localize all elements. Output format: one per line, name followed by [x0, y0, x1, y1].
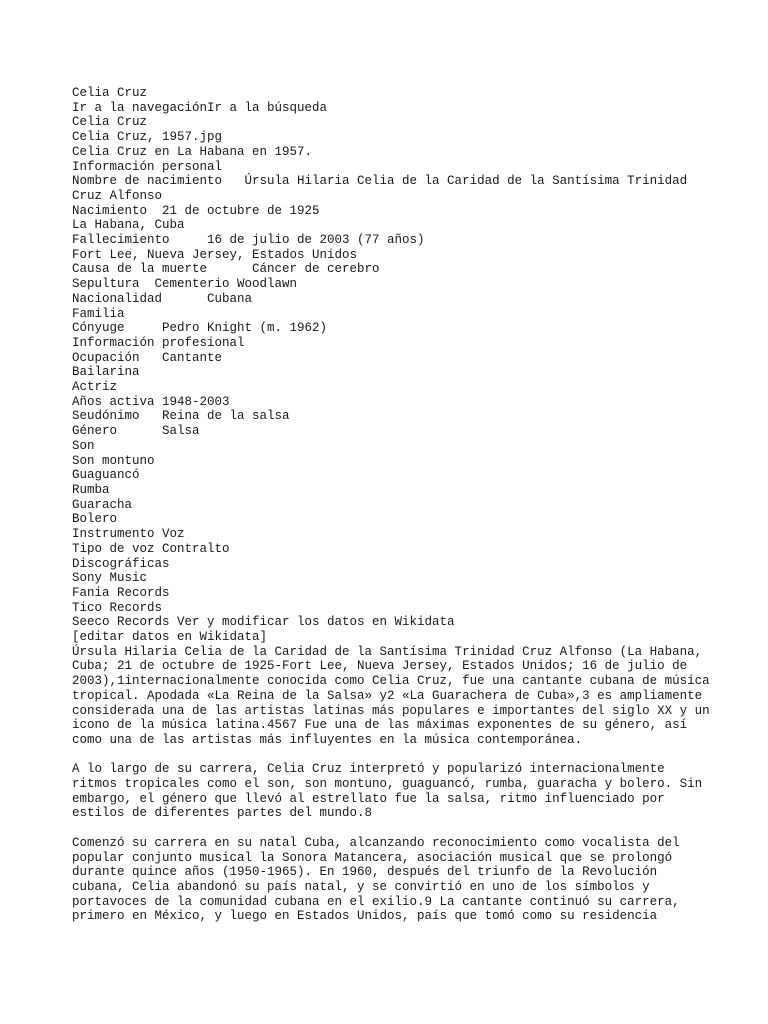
infobox-row-death-place: Fort Lee, Nueva Jersey, Estados Unidos — [72, 247, 358, 262]
edit-wikidata-link[interactable]: [editar datos en Wikidata] — [72, 630, 268, 645]
article-body — [72, 645, 712, 924]
infobox-row-genre-cont: Rumba — [72, 482, 110, 497]
infobox-row-occupation-cont: Bailarina — [72, 365, 140, 380]
infobox-row-birth-name: Nombre de nacimiento Úrsula Hilaria Celia de la Caridad de la Santísima Trinidad — [72, 174, 688, 189]
infobox-row-nationality: Nacionalidad Cubana — [72, 291, 253, 306]
infobox-row-active-years: Años activa 1948-2003 — [72, 394, 230, 409]
infobox-row-labels-wikidata[interactable]: Seeco Records Ver y modificar los datos en Wikidata — [72, 615, 455, 630]
infobox-row-instrument: Instrumento Voz — [72, 527, 185, 542]
infobox-row-genre-cont: Son — [72, 438, 95, 453]
infobox-row-occupation: Ocupación Cantante — [72, 350, 223, 365]
infobox-image-caption: Celia Cruz en La Habana en 1957. — [72, 144, 313, 159]
infobox-row-cause-of-death: Causa de la muerte Cáncer de cerebro — [72, 262, 380, 277]
infobox-lines — [72, 86, 712, 645]
infobox-row-labels-cont: Tico Records — [72, 600, 163, 615]
infobox-row-labels-cont: Fania Records — [72, 585, 170, 600]
infobox-row-occupation-cont: Actriz — [72, 380, 118, 395]
infobox-row-burial: Sepultura Cementerio Woodlawn — [72, 277, 298, 292]
infobox-row-death: Fallecimiento 16 de julio de 2003 (77 años) — [72, 233, 425, 248]
infobox-row-birth-name-cont: Cruz Alfonso — [72, 188, 163, 203]
infobox-image-filename[interactable]: Celia Cruz, 1957.jpg — [72, 130, 223, 145]
infobox-row-labels-cont: Sony Music — [72, 571, 148, 586]
infobox-row-labels: Discográficas — [72, 556, 170, 571]
page-title: Celia Cruz — [72, 86, 148, 100]
infobox-row-voice-type: Tipo de voz Contralto — [72, 541, 230, 556]
infobox-row-genre-cont: Bolero — [72, 512, 118, 527]
paragraph-intro: Úrsula Hilaria Celia de la Caridad de la Santísima Trinidad Cruz Alfonso (La Habana, Cuba; 21 de octubre de 1925-Fort Lee, Nueva Jersey, Estados Unidos; 16 de julio de 2003),1internacionalmente conocida como Celia Cruz, fue una cantante cubana de música tropical. Apodada «La Reina de la Salsa» y2 «La Guarachera de Cuba»,3 es ampliamente considerada una de las artistas latinas más populares e importantes del siglo XX y un icono de la música latina.4567 Fue una de las máximas exponentes de su género, así como una de las artistas más influyentes en la música contemporánea. — [72, 644, 710, 747]
document-page — [72, 86, 712, 939]
navigation-links[interactable]: Ir a la navegaciónIr a la búsqueda — [72, 100, 328, 115]
section-heading-family: Familia — [72, 306, 125, 321]
infobox-row-nickname: Seudónimo Reina de la salsa — [72, 409, 290, 424]
section-heading-professional: Información profesional — [72, 335, 245, 350]
infobox-title: Celia Cruz — [72, 115, 148, 130]
infobox-row-genre-cont: Guaracha — [72, 497, 133, 512]
paragraph-career-genres: A lo largo de su carrera, Celia Cruz interpretó y popularizó internacionalmente ritmos tropicales como el son, son montuno, guaguancó, rumba, guaracha y bolero. Sin embargo, el género que llevó al estrellato fue la salsa, ritmo influenciado por estilos de diferentes partes del mundo.8 — [72, 762, 703, 821]
infobox-row-birth: Nacimiento 21 de octubre de 1925 — [72, 203, 320, 218]
infobox-row-genre-cont: Son montuno — [72, 453, 155, 468]
infobox-row-spouse: Cónyuge Pedro Knight (m. 1962) — [72, 321, 328, 336]
paragraph-career-start: Comenzó su carrera en su natal Cuba, alcanzando reconocimiento como vocalista del popular conjunto musical la Sonora Matancera, asociación musical que se prolongó durante quince años (1950-1965). En 1960, después del triunfo de la Revolución cubana, Celia abandonó su país natal, y se convirtió en uno de los símbolos y portavoces de la comunidad cubana en el exilio.9 La cantante continuó su carrera, primero en México, y luego en Estados Unidos, país que tomó como su residencia — [72, 835, 680, 924]
infobox-row-genre: Género Salsa — [72, 424, 200, 439]
infobox-row-birth-place: La Habana, Cuba — [72, 218, 185, 233]
section-heading-personal: Información personal — [72, 159, 223, 174]
infobox-row-genre-cont: Guaguancó — [72, 468, 140, 483]
